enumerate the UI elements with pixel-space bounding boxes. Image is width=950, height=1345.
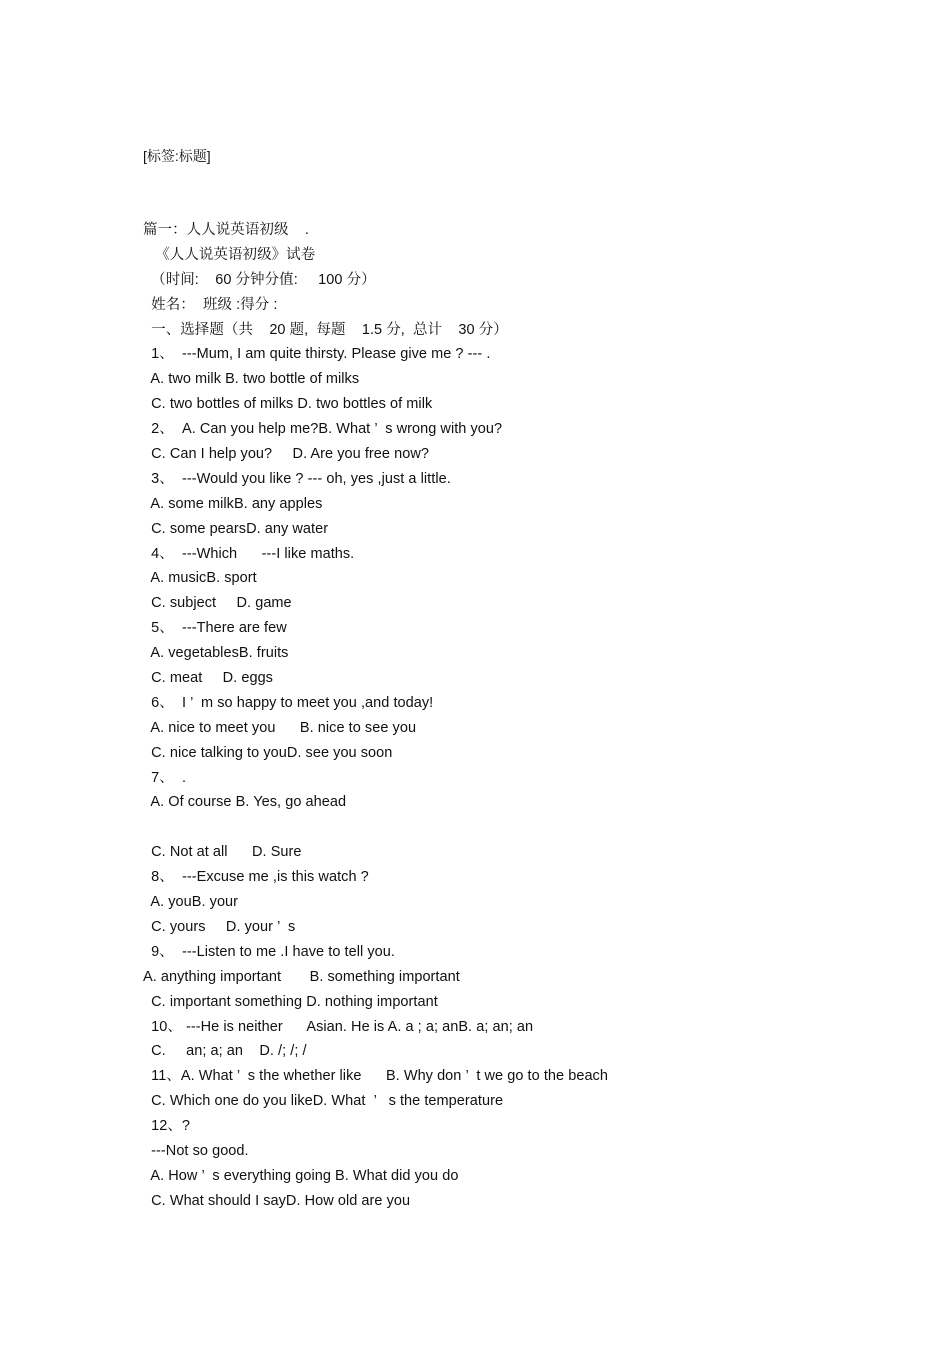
text-line: C. nice talking to youD. see you soon <box>143 744 393 761</box>
text-line: 《人人说英语初级》试卷 <box>143 246 316 263</box>
text-line: C. two bottles of milks D. two bottles of milk <box>143 396 433 413</box>
text-line: A. youB. your <box>143 894 239 911</box>
text-line: C. yours D. your ’ s <box>143 918 296 935</box>
text-line: C. What should I sayD. How old are you <box>143 1192 411 1209</box>
text-line: C. Not at all D. Sure <box>143 844 302 861</box>
text-line: 2、 A. Can you help me?B. What ’ s wrong with you? <box>143 421 503 438</box>
text-line: 10、 ---He is neither Asian. He is A. a ; a; anB. a; an; an <box>143 1018 534 1035</box>
blank-line <box>143 815 903 840</box>
text-line: ---Not so good. <box>143 1142 249 1159</box>
text-line: 姓名： 班级 :得分 : <box>143 296 278 313</box>
text-line: C. Can I help you? D. Are you free now? <box>143 446 429 463</box>
tag-line: [标签:标题] <box>143 148 211 164</box>
text-line: 8、 ---Excuse me ,is this watch ? <box>143 869 369 886</box>
text-line: 4、 ---Which ---I like maths. <box>143 545 355 562</box>
exam-text <box>143 218 903 1214</box>
text-line: 6、 I ’ m so happy to meet you ,and today! <box>143 694 434 711</box>
text-line: C. meat D. eggs <box>143 670 273 687</box>
text-line: A. some milkB. any apples <box>143 495 323 512</box>
text-line: 篇一：人人说英语初级 . <box>143 222 309 238</box>
text-line: A. How ’ s everything going B. What did you do <box>143 1167 459 1184</box>
text-line: A. musicB. sport <box>143 570 257 587</box>
text-line: 7、 . <box>143 769 187 786</box>
text-line: 1、 ---Mum, I am quite thirsty. Please give me ? --- . <box>143 346 491 363</box>
text-line: C. subject D. game <box>143 595 292 612</box>
text-line: C. Which one do you likeD. What ’ s the temperature <box>143 1093 504 1110</box>
text-line: 一、选择题（共 20 题, 每题 1.5 分, 总计 30 分） <box>143 321 508 338</box>
text-line: A. Of course B. Yes, go ahead <box>143 794 347 811</box>
text-line: C. important something D. nothing important <box>143 993 438 1010</box>
text-line: C. some pearsD. any water <box>143 520 329 537</box>
text-line: 5、 ---There are few <box>143 620 287 637</box>
text-line: 11、A. What ’ s the whether like B. Why don ’ t we go to the beach <box>143 1068 608 1085</box>
text-line: A. nice to meet you B. nice to see you <box>143 719 417 736</box>
text-line: A. vegetablesB. fruits <box>143 645 289 662</box>
text-line: 9、 ---Listen to me .I have to tell you. <box>143 943 395 960</box>
text-line: C. an; a; an D. /; /; / <box>143 1043 307 1060</box>
text-line: A. two milk B. two bottle of milks <box>143 371 360 388</box>
text-line: 3、 ---Would you like ? --- oh, yes ,just a little. <box>143 470 451 487</box>
text-line: 12、? <box>143 1118 191 1135</box>
text-line: A. anything important B. something important <box>143 968 460 985</box>
text-line: （时间: 60 分钟分值: 100 分） <box>143 271 376 288</box>
